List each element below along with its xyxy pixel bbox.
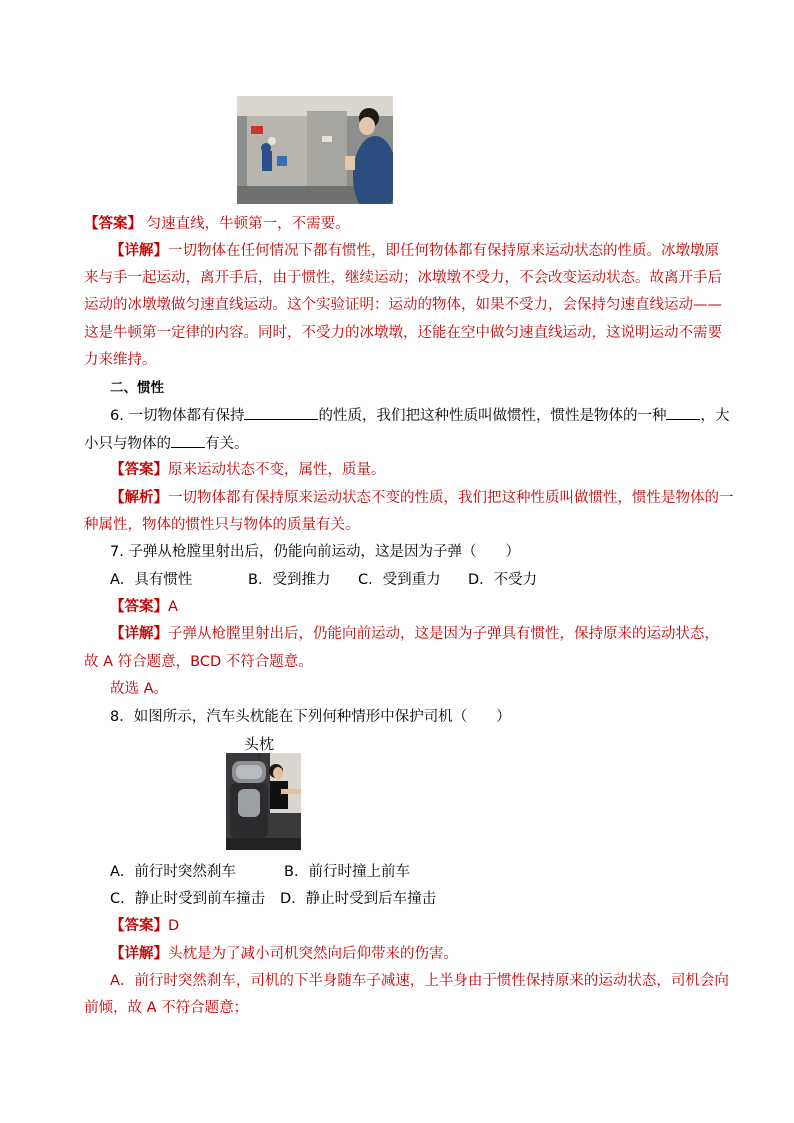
q7-option-b: B．受到推力	[248, 572, 331, 588]
q7-detail-line-1: 【详解】子弹从枪膛里射出后，仍能向前运动，这是因为子弹具有惯性，保持原来的运动状态，	[110, 626, 719, 642]
q6-analysis-line-1: 【解析】一切物体都有保持原来运动状态不变的性质，我们把这种性质叫做惯性，惯性是物体的一	[110, 490, 734, 506]
q5-detail-line-4: 这是牛顿第一定律的内容。同时，不受力的冰墩墩，还能在空中做匀速直线运动，这说明运动不需要	[84, 325, 722, 341]
q6-answer: 【答案】原来运动状态不变，属性，质量。	[110, 462, 386, 478]
q5-answer: 【答案】 匀速直线，牛顿第一，不需要。	[84, 216, 350, 232]
q8-stem: 8．如图所示，汽车头枕能在下列何种情形中保护司机（ ）	[110, 709, 511, 725]
blank-1	[244, 405, 318, 420]
q5-detail-line-2: 来与手一起运动，离开手后，由于惯性，继续运动；冰墩墩不受力，不会改变运动状态。故离开手后	[84, 270, 722, 286]
q7-detail-line-2: 故 A 符合题意，BCD 不符合题意。	[84, 654, 313, 670]
q8-option-b: B．前行时撞上前车	[284, 864, 410, 880]
q6-stem-line-2: 小只与物体的 有关。	[84, 433, 714, 454]
q8-a-line-1: A．前行时突然刹车，司机的下半身随车子减速，上半身由于惯性保持原来的运动状态，司机会向	[110, 973, 729, 989]
q5-detail-line-5: 力来维持。	[84, 352, 157, 368]
blank-3	[171, 433, 205, 448]
q8-option-a: A．前行时突然刹车	[110, 864, 236, 880]
q7-option-a: A．具有惯性	[110, 572, 193, 588]
q8-options-row-1	[110, 862, 740, 882]
q8-option-c: C．静止时受到前车撞击	[110, 891, 266, 907]
car-headrest-photo	[226, 753, 301, 850]
q7-answer: 【答案】A	[110, 599, 178, 615]
q7-option-d: D．不受力	[468, 572, 538, 588]
q6-stem-line-1: 6. 一切物体都有保持 的性质，我们把这种性质叫做惯性，惯性是物体的一种 ，大	[110, 405, 740, 426]
space-station-photo	[237, 96, 393, 204]
q5-detail-line-3: 运动的冰墩墩做匀速直线运动。这个实验证明：运动的物体，如果不受力，会保持匀速直线运动——	[84, 297, 722, 313]
q6-analysis-line-2: 种属性，物体的惯性只与物体的质量有关。	[84, 517, 360, 533]
q5-detail-line-1: 【详解】一切物体在任何情况下都有惯性，即任何物体都有保持原来运动状态的性质。冰墩墩原	[110, 243, 719, 259]
q7-option-c: C．受到重力	[358, 572, 441, 588]
q8-option-d: D．静止时受到后车撞击	[280, 891, 437, 907]
q7-conclusion: 故选 A。	[110, 681, 169, 697]
q8-answer: 【答案】D	[110, 918, 180, 934]
blank-2	[666, 405, 700, 420]
q7-options	[110, 570, 740, 590]
q8-options-row-2	[110, 889, 740, 909]
q8-detail: 【详解】头枕是为了减小司机突然向后仰带来的伤害。	[110, 946, 458, 962]
figure-label-headrest: 头枕	[244, 735, 275, 753]
q7-stem: 7. 子弹从枪膛里射出后，仍能向前运动，这是因为子弹（ ）	[110, 544, 520, 560]
section-title: 二、惯性	[110, 380, 164, 396]
q8-a-line-2: 前倾，故 A 不符合题意；	[84, 1000, 249, 1016]
